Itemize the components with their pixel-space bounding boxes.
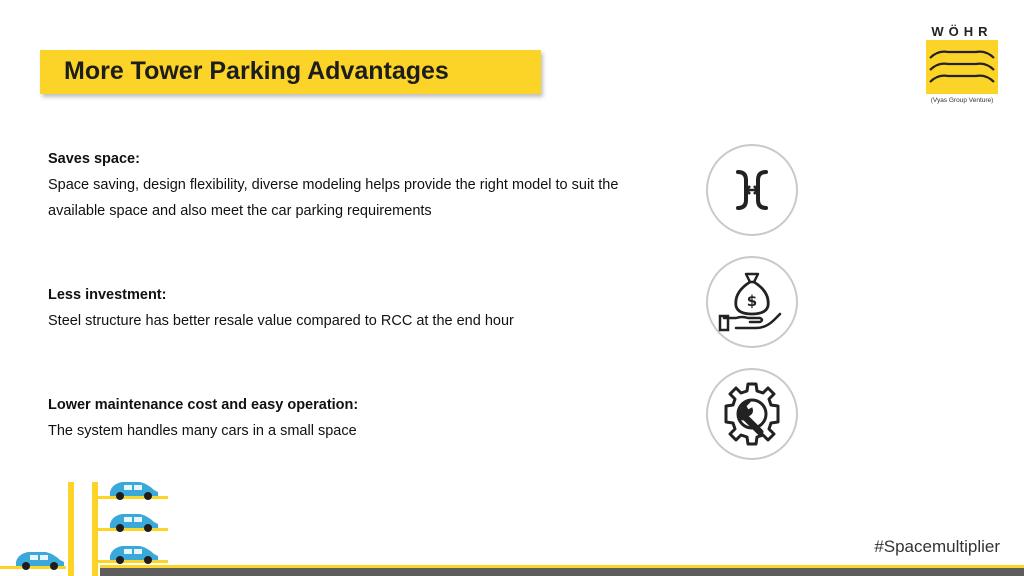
logo-wordmark: WÖHR	[931, 24, 993, 39]
width-arrows-icon	[706, 144, 798, 236]
section-heading: Lower maintenance cost and easy operation:	[48, 397, 359, 413]
gear-wrench-icon	[706, 368, 798, 460]
section-heading: Saves space:	[48, 151, 140, 167]
parking-tower-illustration	[0, 470, 180, 576]
section-body: Space saving, design flexibility, diverse modeling helps provide the right model to suit the available space and also meet the car parking requirements	[48, 177, 619, 219]
footer-bar	[100, 568, 1024, 576]
logo-tagline: (Vyas Group Venture)	[930, 97, 994, 104]
advantage-saves-space	[48, 146, 668, 224]
title-banner	[40, 50, 541, 94]
company-logo	[924, 22, 1000, 106]
advantage-less-investment	[48, 282, 668, 334]
section-body: Steel structure has better resale value compared to RCC at the end hour	[48, 313, 514, 329]
section-heading: Less investment:	[48, 287, 167, 303]
page-title: More Tower Parking Advantages	[64, 57, 449, 85]
svg-text:$: $	[746, 292, 758, 310]
section-body: The system handles many cars in a small space	[48, 423, 357, 439]
hashtag-text: #Spacemultiplier	[874, 537, 1000, 556]
money-bag-hand-icon	[706, 256, 798, 348]
advantage-lower-maintenance	[48, 392, 668, 444]
